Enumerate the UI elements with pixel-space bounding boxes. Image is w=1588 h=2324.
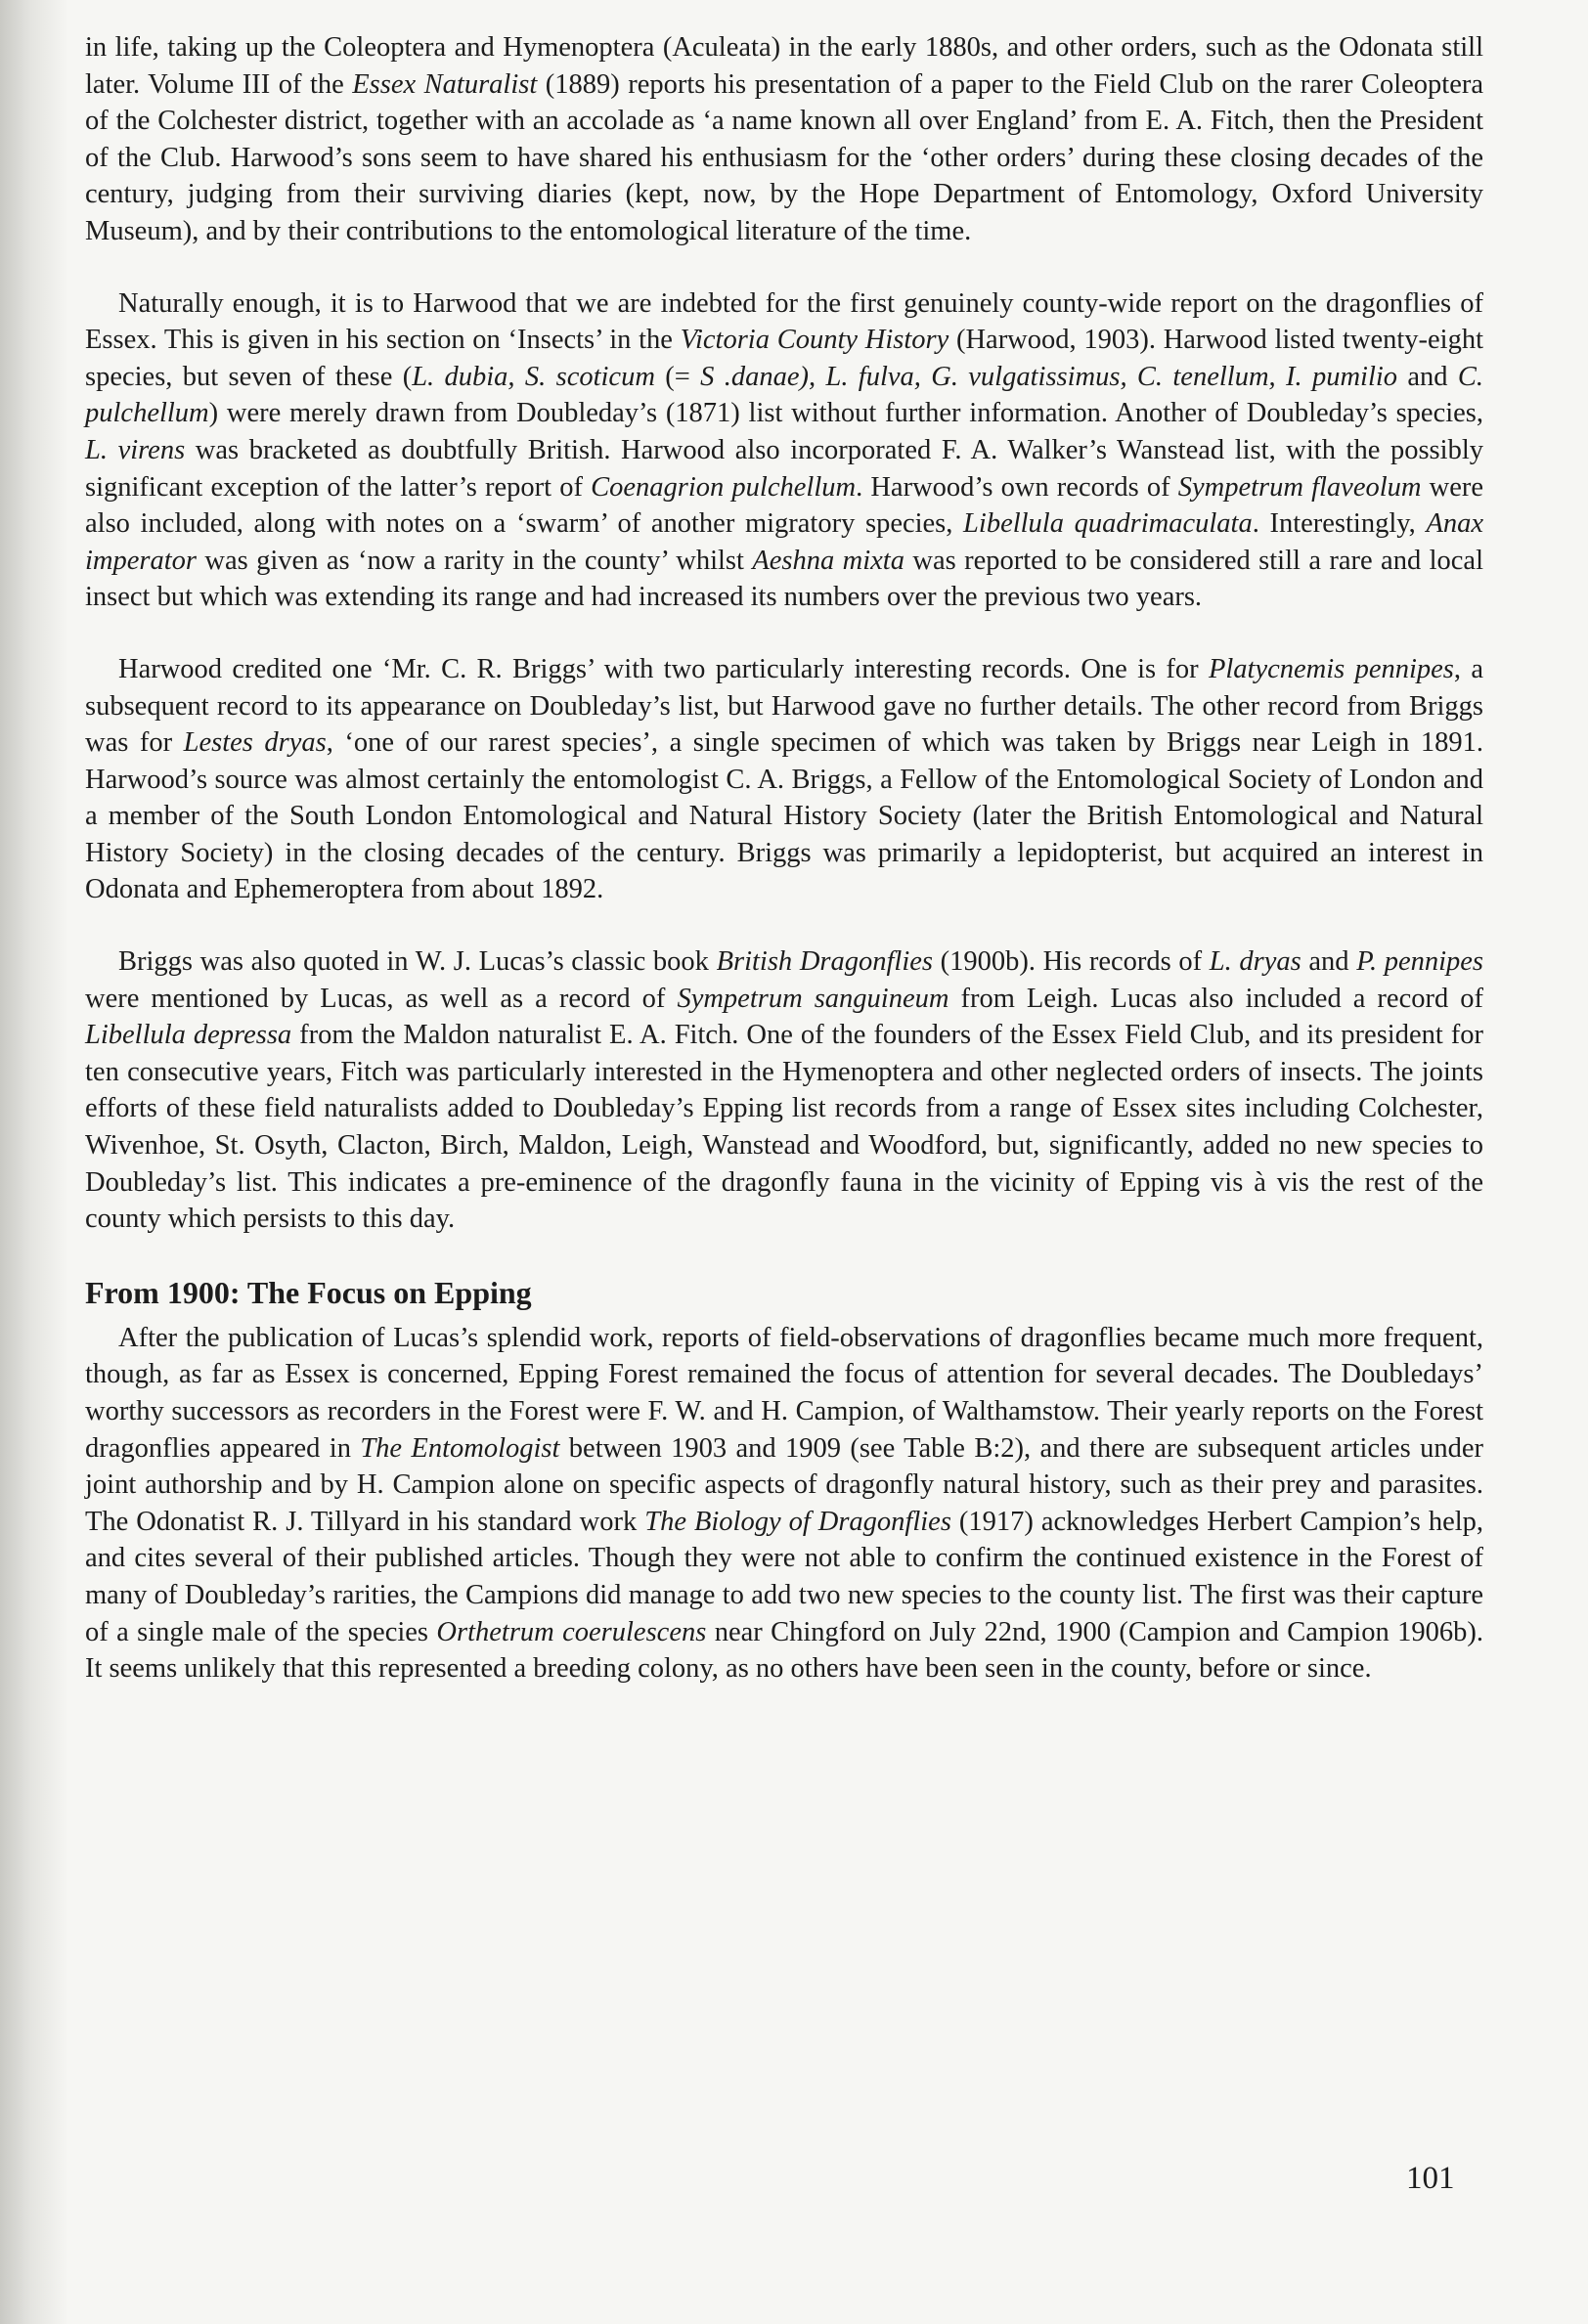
- italic-text: The Biology of Dragonflies: [644, 1506, 951, 1537]
- text-run: were mentioned by Lucas, as well as a record of: [85, 983, 678, 1014]
- text-run: (1917) acknowledges Herbert Campion’s help, and cites several of their published articles. Though they were not able to confirm the continued existence in the Forest of many of Doubleday’s rarities, the Campions did manage to add two new species to the county list. The first was their capture of a single male of the species: [85, 1506, 1484, 1647]
- text-run: , ‘one of our rarest species’, a single specimen of which was taken by Briggs near Leigh in 1891. Harwood’s source was almost certainly the entomologist C. A. Briggs, a Fellow of the Entomological Society of London and a member of the South London Entomological and Natural History Society (later the British Entomological and Natural History Society) in the closing decades of the century. Briggs was primarily a lepidopterist, but acquired an interest in Odonata and Ephemeroptera from about 1892.: [85, 727, 1483, 905]
- italic-text: C. pulchellum: [85, 361, 1483, 429]
- text-run: (Harwood, 1903). Harwood listed twenty-eight species, but seven of these (: [85, 325, 1483, 392]
- text-run: Harwood credited one ‘Mr. C. R. Briggs’ with two particularly interesting records. One is for: [118, 653, 1209, 684]
- text-run: between 1903 and 1909 (see Table B:2), and there are subsequent articles under joint authorship and by H. Campion alone on specific aspects of dragonfly natural history, such as their prey and parasites. The Odonatist R. J. Tillyard in his standard work: [85, 1432, 1484, 1537]
- paragraph-4: [85, 943, 1483, 1238]
- text-run: was given as ‘now a rarity in the county’ whilst: [197, 545, 753, 576]
- italic-text: Orthetrum coerulescens: [436, 1616, 707, 1647]
- italic-text: Victoria County History: [680, 325, 949, 356]
- text-run: Briggs was also quoted in W. J. Lucas’s classic book: [118, 946, 717, 978]
- text-run: were also included, along with notes on a ‘swarm’ of another migratory species,: [85, 471, 1484, 540]
- text-run: (=: [654, 361, 701, 392]
- italic-text: S .danae), L. fulva, G. vulgatissimus, C. tenellum, I. pumilio: [700, 361, 1398, 392]
- text-run: near Chingford on July 22nd, 1900 (Campion and Campion 1906b). It seems unlikely that this represented a breeding colony, as no others have been seen in the county, before or since.: [85, 1616, 1483, 1685]
- italic-text: L. virens: [85, 434, 186, 465]
- text-run: was bracketed as doubtfully British. Harwood also incorporated F. A. Walker’s Wanstead list, with the possibly significant exception of the latter’s report of: [85, 434, 1483, 503]
- italic-text: Lestes dryas: [183, 727, 327, 759]
- italic-text: British Dragonflies: [716, 946, 933, 978]
- italic-text: Sympetrum flaveolum: [1177, 471, 1422, 503]
- paragraph-2: [85, 285, 1483, 616]
- text-run: . Interestingly,: [1252, 508, 1427, 540]
- text-run: was reported to be considered still a rare and local insect but which was extending its range and had increased its numbers over the previous two years.: [85, 545, 1483, 613]
- paragraph-3: [85, 651, 1483, 908]
- paragraph-5: [85, 1320, 1483, 1688]
- italic-text: Aeshna mixta: [752, 545, 904, 576]
- book-page: [85, 29, 1483, 1688]
- text-run: from the Maldon naturalist E. A. Fitch. One of the founders of the Essex Field Club, and its president for ten consecutive years, Fitch was particularly interested in the Hymenoptera and other neglected orders of insects. The joints efforts of these field naturalists added to Doubleday’s Epping list records from a range of Essex sites including Colchester, Wivenhoe, St. Osyth, Clacton, Birch, Maldon, Leigh, Wanstead and Woodford, but, significantly, added no new species to Doubleday’s list. This indicates a pre-eminence of the dragonfly fauna in the vicinity of Epping vis à vis the rest of the county which persists to this day.: [85, 1020, 1483, 1235]
- section-heading: From 1900: The Focus on Epping: [85, 1274, 532, 1310]
- text-run: and: [1397, 361, 1458, 392]
- italic-text: Libellula depressa: [85, 1020, 292, 1051]
- text-run: in life, taking up the Coleoptera and Hymenoptera (Aculeata) in the early 1880s, and other orders, such as the Odonata still later. Volume III of the: [85, 32, 1483, 100]
- paragraph-1: [85, 29, 1483, 250]
- text-run: (1889) reports his presentation of a paper to the Field Club on the rarer Coleoptera of the Colchester district, together with an accolade as ‘a name known all over England’ from E. A. Fitch, then the President of the Club. Harwood’s sons seem to have shared his enthusiasm for the ‘other orders’ during these closing decades of the century, judging from their surviving diaries (kept, now, by the Hope Department of Entomology, Oxford University Museum), and by their contributions to the entomological literature of the time.: [85, 68, 1483, 246]
- text-run: from Leigh. Lucas also included a record of: [948, 983, 1483, 1014]
- italic-text: P. pennipes: [1356, 946, 1484, 978]
- text-run: and: [1301, 946, 1357, 978]
- page-number: 101: [1406, 2161, 1455, 2196]
- text-run: After the publication of Lucas’s splendid work, reports of field-observations of dragonflies became much more frequent, though, as far as Essex is concerned, Epping Forest remained the focus of attention for several decades. The Doubledays’ worthy successors as recorders in the Forest were F. W. and H. Campion, of Walthamstow. Their yearly reports on the Forest dragonflies appeared in: [85, 1322, 1483, 1464]
- italic-text: The Entomologist: [360, 1432, 560, 1464]
- text-run: . Harwood’s own records of: [856, 471, 1178, 503]
- page-gutter-shadow: [0, 0, 68, 2324]
- italic-text: Libellula quadrimaculata: [963, 508, 1253, 540]
- text-run: (1900b). His records of: [933, 946, 1210, 978]
- italic-text: L. dubia, S. scoticum: [412, 361, 655, 392]
- italic-text: Sympetrum sanguineum: [677, 983, 949, 1014]
- italic-text: Platycnemis pennipes: [1208, 653, 1454, 684]
- text-run: , a subsequent record to its appearance on Doubleday’s list, but Harwood gave no further details. The other record from Briggs was for: [85, 653, 1483, 759]
- italic-text: Anax imperator: [85, 508, 1483, 576]
- text-run: ) were merely drawn from Doubleday’s (1871) list without further information. Another of Doubleday’s species,: [208, 398, 1483, 429]
- italic-text: L. dryas: [1209, 946, 1301, 978]
- italic-text: Essex Naturalist: [352, 68, 538, 100]
- text-run: Naturally enough, it is to Harwood that we are indebted for the first genuinely county-wide report on the dragonflies of Essex. This is given in his section on ‘Insects’ in the: [85, 287, 1483, 356]
- italic-text: Coenagrion pulchellum: [591, 471, 857, 503]
